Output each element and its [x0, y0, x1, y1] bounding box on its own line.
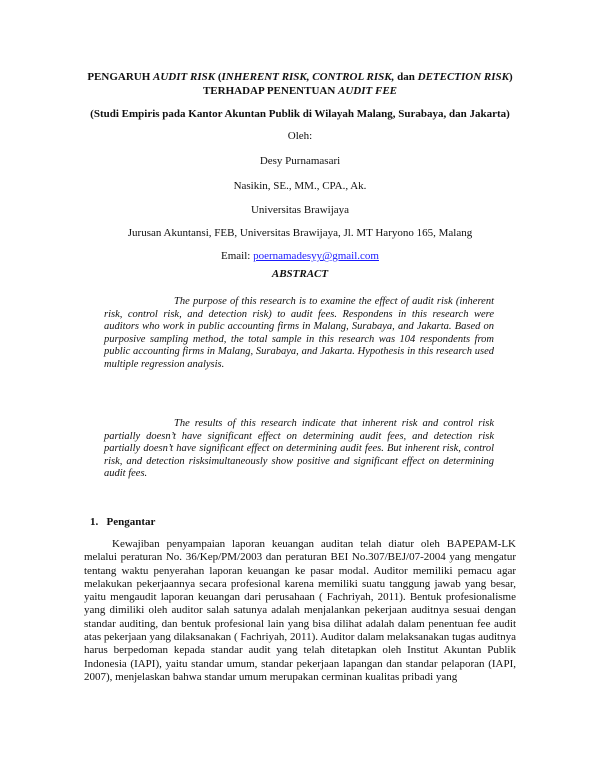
author-name: Desy Purnamasari	[259, 155, 341, 167]
abstract-paragraph-1: The purpose of this research is to examine the effect of audit risk (inherent risk, control risk, and detection risk) to audit fees. Respondens in this research were auditors who work in public accounting firms in Malang, Surabaya, and Jakarta. Based on purposive sampling method, the total sample in this research was 104 respondents from public accounting firms in Malang, Surabaya, and Jakarta. Hypothesis in this research used multiple regression analysis.	[104, 296, 494, 370]
paper-subtitle: (Studi Empiris pada Kantor Akuntan Publik di Wilayah Malang, Surabaya, dan Jakarta)	[90, 108, 510, 120]
section-heading: 1. Pengantar	[90, 516, 156, 528]
abstract-paragraph-2: The results of this research indicate that inherent risk and control risk partially doesn’t have significant effect on determining audit fees, and detection risk partially doesn’t have significant effect on determining audit fees. But inherent risk, control risk, and detection risksimultaneously show positive and significant effect on determining audit fees.	[104, 418, 494, 480]
oleh-label: Oleh:	[287, 130, 313, 142]
email-label: Email:	[221, 250, 254, 262]
title-line-2: TERHADAP PENENTUAN AUDIT FEE	[202, 85, 398, 97]
university-name: Universitas Brawijaya	[250, 204, 350, 216]
email-line	[60, 250, 540, 262]
paper-title	[60, 70, 540, 98]
abstract-heading: ABSTRACT	[271, 268, 329, 280]
department-address: Jurusan Akuntansi, FEB, Universitas Brawijaya, Jl. MT Haryono 165, Malang	[127, 227, 473, 239]
email-link[interactable]: poernamadesyy@gmail.com	[253, 250, 379, 262]
supervisor-name: Nasikin, SE., MM., CPA., Ak.	[233, 180, 367, 192]
body-paragraph: Kewajiban penyampaian laporan keuangan auditan telah diatur oleh BAPEPAM-LK melalui peraturan No. 36/Kep/PM/2003 dan peraturan BEI No.307/BEJ/07-2004 yang mengatur tentang waktu penyerahan laporan keuangan ke pasar modal. Auditor memiliki pemacu agar melakukan pekerjaannya secara profesional karena memiliki suatu tanggung jawab yang besar, yaitu mengaudit laporan keuangan dari perusahaan ( Fachriyah, 2011). Bentuk profesionalisme yang dimiliki oleh auditor salah satunya adalah menjalankan pekerjaan auditnya sesuai dengan standar auditing, dan bentuk profesional lain yang bisa dilihat adalah dalam penentuan fee audit atas pekerjaan yang dilaksanakan ( Fachriyah, 2011). Auditor dalam melaksanakan tugas auditnya harus berpedoman kepada standar audit yang telah ditetapkan oleh Institut Akuntan Publik Indonesia (IAPI), yaitu standar umum, standar pekerjaan lapangan dan standar pelaporan (IAPI, 2007), menjelaskan bahwa standar umum merupakan cerminan kualitas pribadi yang	[84, 538, 516, 683]
title-line-1: PENGARUH AUDIT RISK (INHERENT RISK, CONTROL RISK, dan DETECTION RISK)	[87, 71, 513, 83]
